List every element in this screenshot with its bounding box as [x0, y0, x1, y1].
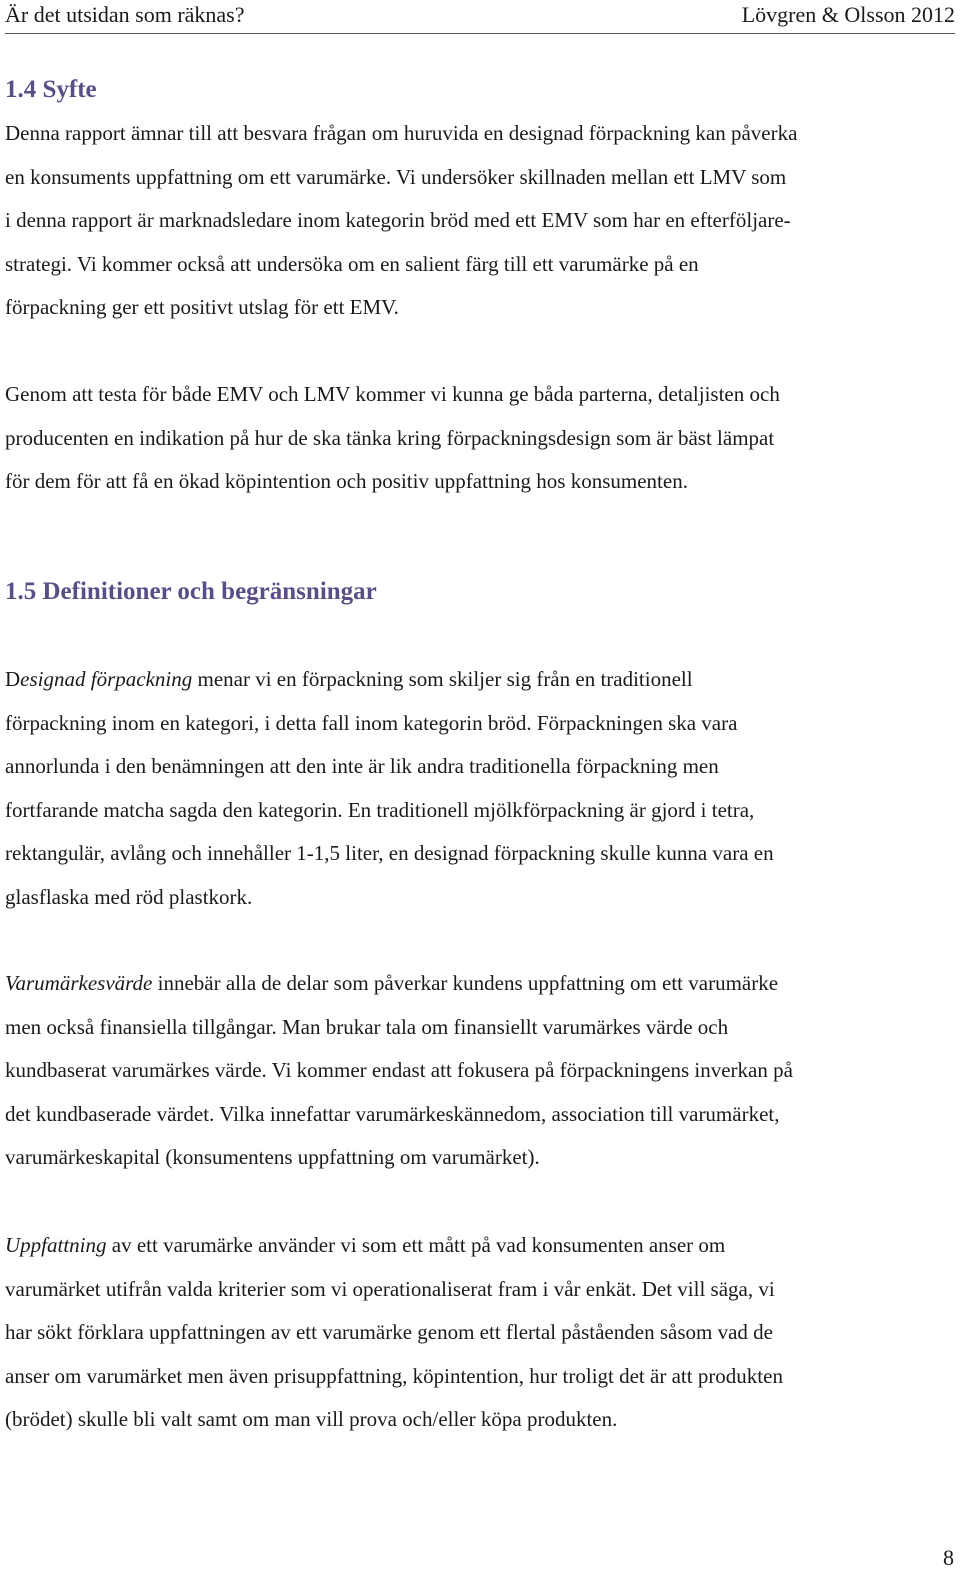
paragraph-syfte-1	[5, 112, 957, 330]
term-varumarkesvarde: Varumärkesvärde	[5, 971, 153, 995]
text-line: glasflaska med röd plastkork.	[5, 884, 253, 909]
paragraph-varumarkesvarde	[5, 962, 957, 1180]
term-designad-forpackning: esignad förpackning	[20, 667, 193, 691]
text-line: fortfarande matcha sagda den kategorin. En traditionell mjölkförpackning är gjord i tetra,	[5, 797, 755, 822]
term-upright-initial: D	[5, 667, 21, 691]
text-line: förpackning inom en kategori, i detta fall inom kategorin bröd. Förpackningen ska vara	[5, 710, 738, 735]
header-title: Är det utsidan som räknas?	[5, 2, 245, 27]
text-line: strategi. Vi kommer också att undersöka om en salient färg till ett varumärke på en	[5, 251, 699, 276]
text-line: annorlunda i den benämningen att den inte är lik andra traditionella förpackning men	[5, 754, 719, 779]
text-line: har sökt förklara uppfattningen av ett varumärke genom ett flertal påståenden såsom vad de	[5, 1320, 773, 1345]
page-header	[5, 0, 955, 34]
term-uppfattning: Uppfattning	[5, 1233, 107, 1257]
header-divider	[5, 33, 955, 34]
text-line: det kundbaserade värdet. Vilka innefattar varumärkeskännedom, association till varumärket,	[5, 1101, 780, 1126]
text-line: producenten en indikation på hur de ska tänka kring förpackningsdesign som är bäst lämpat	[5, 425, 775, 450]
text-line: varumärket utifrån valda kriterier som vi operationaliserat fram i vår enkät. Det vill säga, vi	[5, 1276, 775, 1301]
text-line: en konsuments uppfattning om ett varumärke. Vi undersöker skillnaden mellan ett LMV som	[5, 164, 787, 189]
text-line: (brödet) skulle bli valt samt om man vill prova och/eller köpa produkten.	[5, 1407, 618, 1432]
text-line: för dem för att få en ökad köpintention och positiv uppfattning hos konsumenten.	[5, 469, 688, 494]
paragraph-syfte-2	[5, 373, 957, 504]
text-line: anser om varumärket men även prisuppfattning, köpintention, hur troligt det är att produkten	[5, 1363, 783, 1388]
text-line: innebär alla de delar som påverkar kundens uppfattning om ett varumärke	[152, 971, 779, 995]
text-line: men också finansiella tillgångar. Man brukar tala om finansiellt varumärkes värde och	[5, 1014, 729, 1039]
page-number: 8	[943, 1545, 954, 1570]
paragraph-designad-forpackning	[5, 658, 957, 920]
section-heading-syfte: 1.4 Syfte	[5, 76, 97, 103]
text-line: menar vi en förpackning som skiljer sig från en traditionell	[192, 667, 693, 691]
text-line: förpackning ger ett positivt utslag för ett EMV.	[5, 295, 399, 320]
section-heading-definitioner: 1.5 Definitioner och begränsningar	[5, 578, 377, 605]
text-line: kundbaserat varumärkes värde. Vi kommer endast att fokusera på förpackningens inverkan på	[5, 1058, 793, 1083]
header-authors: Lövgren & Olsson 2012	[741, 2, 955, 27]
text-line: Genom att testa för både EMV och LMV kommer vi kunna ge båda parterna, detaljisten och	[5, 382, 780, 406]
text-line: varumärkeskapital (konsumentens uppfattning om varumärket).	[5, 1145, 540, 1170]
text-line: Denna rapport ämnar till att besvara frågan om huruvida en designad förpackning kan påverka	[5, 121, 798, 145]
text-line: rektangulär, avlång och innehåller 1-1,5 liter, en designad förpackning skulle kunna vara en	[5, 841, 774, 866]
text-line: av ett varumärke använder vi som ett mått på vad konsumenten anser om	[106, 1233, 726, 1257]
text-line: i denna rapport är marknadsledare inom kategorin bröd med ett EMV som har en efterföljare-	[5, 208, 791, 233]
paragraph-uppfattning	[5, 1224, 957, 1442]
